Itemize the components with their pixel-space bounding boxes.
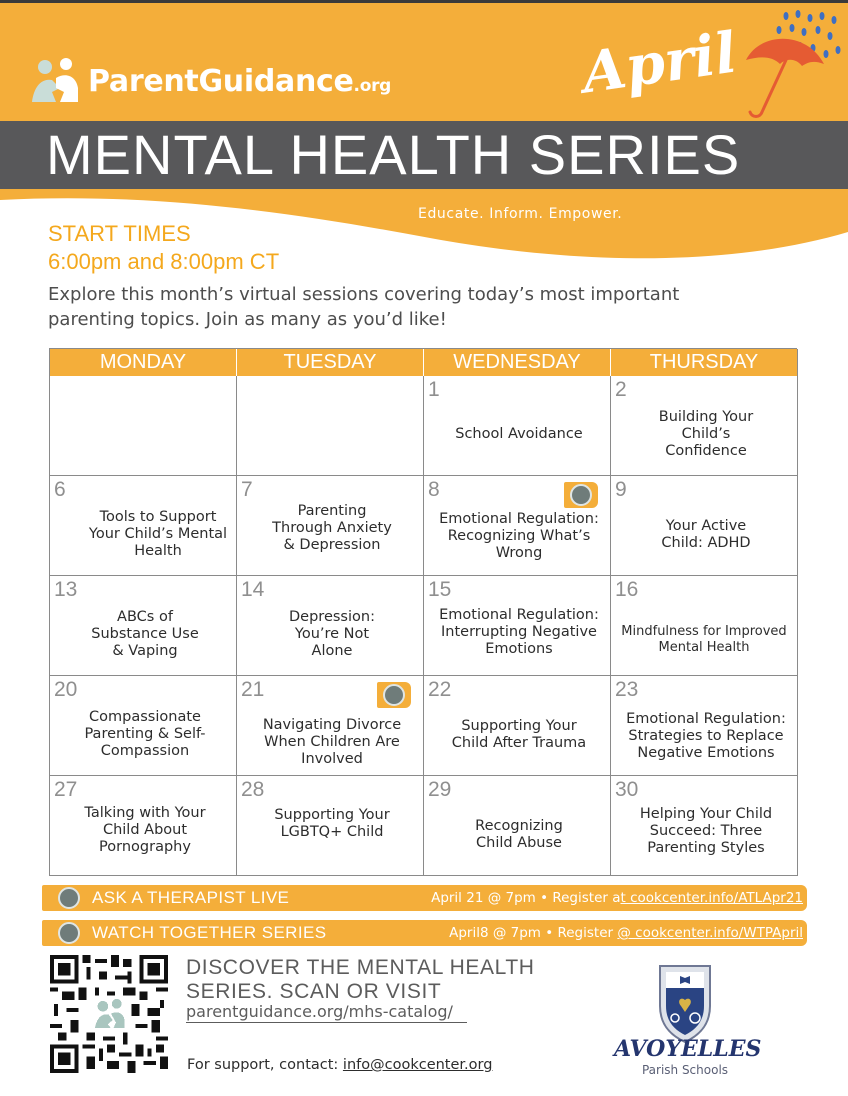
calendar-cell[interactable]: [424, 576, 611, 676]
date-number: 15: [428, 578, 452, 601]
school-subtitle: Parish Schools: [641, 1063, 729, 1077]
calendar-cell[interactable]: [611, 476, 798, 576]
calendar-cell-empty: [50, 376, 237, 476]
calendar-cell[interactable]: [50, 676, 237, 776]
date-number: 7: [241, 478, 253, 501]
session-topic: Emotional Regulation: Interrupting Negative Emotions: [439, 607, 599, 657]
calendar-cell[interactable]: [424, 376, 611, 476]
session-topic: Depression: You’re Not Alone: [289, 609, 375, 659]
date-number: 1: [428, 378, 440, 401]
session-topic: Emotional Regulation: Strategies to Replace Negative Emotions: [626, 711, 786, 761]
session-topic: Helping Your Child Succeed: Three Parenting Styles: [639, 806, 773, 856]
date-number: 21: [241, 678, 265, 701]
brand-name: ParentGuidance.org: [88, 63, 392, 99]
event-info: April 21 @ 7pm • Register at cookcenter.info/ATLApr21: [431, 890, 803, 906]
day-thursday: THURSDAY: [611, 349, 798, 376]
therapist-icon: [58, 887, 80, 909]
calendar-cell[interactable]: [611, 376, 798, 476]
session-topic: Talking with Your Child About Pornography: [84, 805, 206, 855]
calendar-cell[interactable]: [611, 676, 798, 776]
calendar-cell[interactable]: [50, 576, 237, 676]
date-number: 28: [241, 778, 265, 801]
series-title: MENTAL HEALTH SERIES: [46, 123, 741, 186]
session-topic: Supporting Your Child After Trauma: [451, 717, 587, 751]
month-title: April: [578, 19, 741, 107]
calendar-header: [50, 349, 797, 376]
day-wednesday: WEDNESDAY: [424, 349, 611, 376]
start-times-label: START TIMES: [48, 221, 191, 246]
calendar-cell[interactable]: [611, 776, 798, 876]
calendar-cell[interactable]: [611, 576, 798, 676]
calendar-week-4: [50, 676, 797, 776]
session-topic: Tools to Support Your Child’s Mental Health: [88, 509, 228, 559]
date-number: 16: [615, 578, 639, 601]
date-number: 29: [428, 778, 452, 801]
calendar: [49, 348, 797, 876]
calendar-cell[interactable]: [50, 476, 237, 576]
support-email-link[interactable]: info@cookcenter.org: [342, 1057, 493, 1073]
session-topic: Parenting Through Anxiety & Depression: [272, 503, 392, 553]
session-topic: Navigating Divorce When Children Are Involved: [262, 717, 402, 767]
session-topic: Emotional Regulation: Recognizing What’s Wrong: [439, 511, 599, 561]
date-number: 27: [54, 778, 78, 801]
group-icon: [58, 922, 80, 944]
calendar-week-5: [50, 776, 797, 876]
session-topic: Supporting Your LGBTQ+ Child: [274, 806, 390, 840]
watch-together-badge: [564, 482, 598, 508]
therapist-icon: [383, 684, 405, 706]
date-number: 23: [615, 678, 639, 701]
event-name: WATCH TOGETHER SERIES: [92, 923, 327, 942]
session-topic: Recognizing Child Abuse: [475, 817, 563, 851]
day-monday: MONDAY: [50, 349, 237, 376]
day-tuesday: TUESDAY: [237, 349, 424, 376]
watch-together-banner: [42, 920, 807, 946]
calendar-cell[interactable]: [237, 576, 424, 676]
calendar-week-2: [50, 476, 797, 576]
brand-logo: [30, 58, 391, 104]
family-icon: [30, 58, 80, 104]
calendar-cell[interactable]: [424, 476, 611, 576]
calendar-cell[interactable]: [237, 676, 424, 776]
session-topic: School Avoidance: [455, 426, 583, 442]
session-topic: Compassionate Parenting & Self-Compassion: [84, 709, 206, 759]
date-number: 8: [428, 478, 440, 501]
date-number: 22: [428, 678, 452, 701]
session-topic: Building Your Child’s Confidence: [658, 409, 754, 459]
calendar-cell[interactable]: [237, 776, 424, 876]
date-number: 2: [615, 378, 627, 401]
session-topic: Your Active Child: ADHD: [661, 517, 751, 551]
ask-therapist-badge: [377, 682, 411, 708]
support-contact: For support, contact: info@cookcenter.org: [187, 1057, 493, 1073]
date-number: 20: [54, 678, 78, 701]
calendar-cell[interactable]: [424, 676, 611, 776]
calendar-cell[interactable]: [50, 776, 237, 876]
calendar-week-1: [50, 376, 797, 476]
calendar-cell[interactable]: [424, 776, 611, 876]
date-number: 6: [54, 478, 66, 501]
date-number: 30: [615, 778, 639, 801]
date-number: 9: [615, 478, 627, 501]
session-topic: ABCs of Substance Use & Vaping: [91, 609, 199, 659]
calendar-week-3: [50, 576, 797, 676]
register-link-wtp[interactable]: @ cookcenter.info/WTPApril: [617, 925, 803, 941]
catalog-link[interactable]: parentguidance.org/mhs-catalog/: [186, 1002, 467, 1023]
event-info: April8 @ 7pm • Register @ cookcenter.info/WTPApril: [449, 925, 803, 941]
calendar-cell[interactable]: [237, 476, 424, 576]
date-number: 14: [241, 578, 265, 601]
ask-therapist-banner: [42, 885, 807, 911]
register-link-atl[interactable]: t cookcenter.info/ATLApr21: [620, 890, 803, 906]
session-topic: Mindfulness for Improved Mental Health: [621, 623, 787, 655]
qr-code-icon[interactable]: [50, 955, 168, 1073]
school-name: AVOYELLES: [614, 1036, 762, 1062]
start-times-value: 6:00pm and 8:00pm CT: [48, 249, 280, 274]
calendar-cell-empty: [237, 376, 424, 476]
intro-text: Explore this month’s virtual sessions covering today’s most important parenting topics. Join as many as you’d like!: [48, 284, 680, 330]
tagline: Educate. Inform. Empower.: [418, 206, 623, 222]
discover-heading: DISCOVER THE MENTAL HEALTH SERIES. SCAN OR VISIT: [186, 956, 535, 1003]
group-icon: [570, 484, 592, 506]
event-name: ASK A THERAPIST LIVE: [92, 888, 290, 907]
date-number: 13: [54, 578, 78, 601]
